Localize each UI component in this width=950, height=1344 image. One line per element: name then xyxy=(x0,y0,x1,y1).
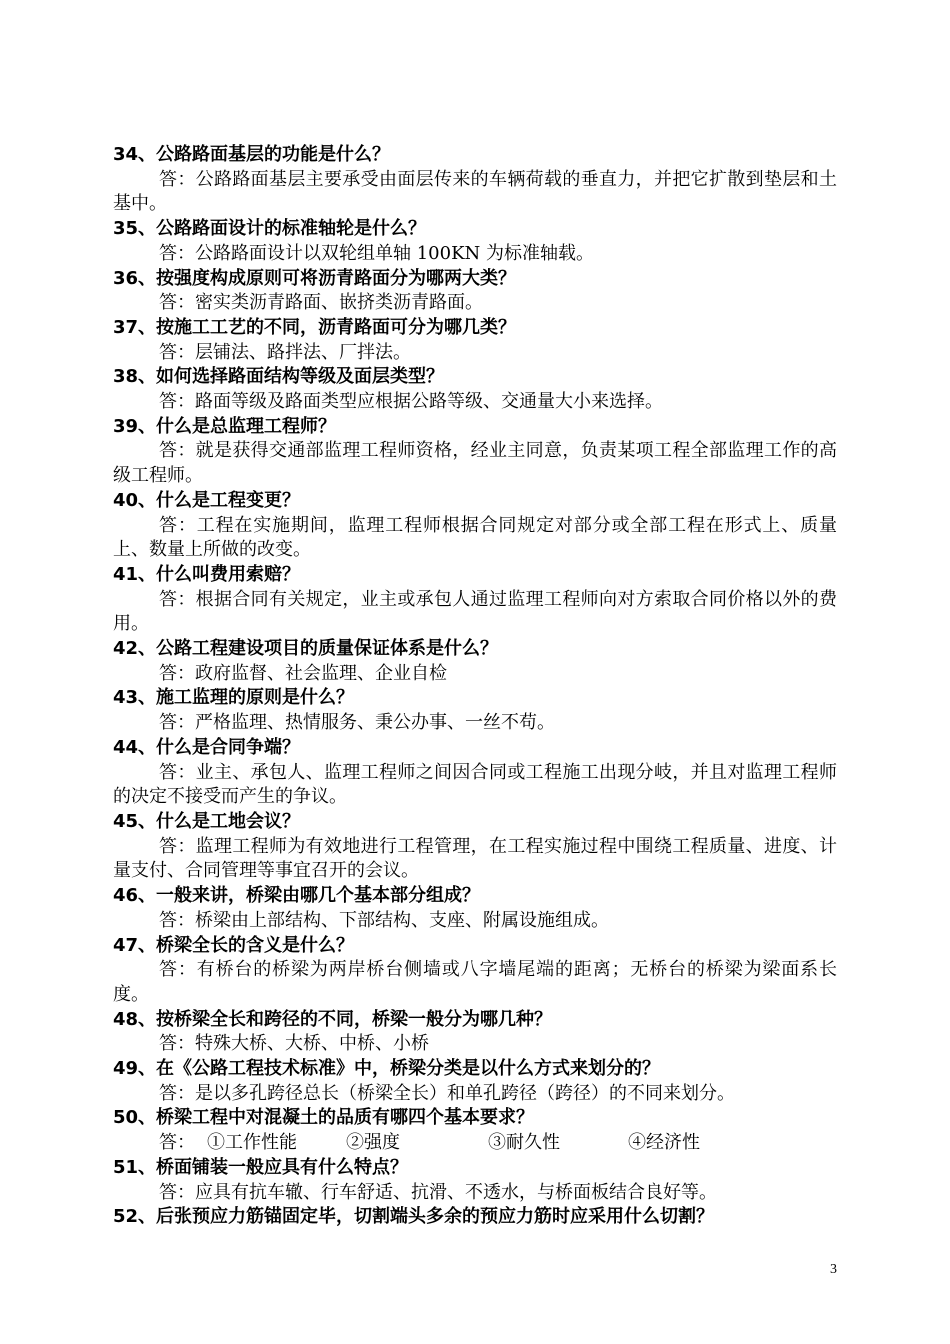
qa-item-47 xyxy=(113,934,837,1008)
page-number: 3 xyxy=(830,1262,837,1277)
answer: 答：有桥台的桥梁为两岸桥台侧墙或八字墙尾端的距离；无桥台的桥梁为梁面系长度。 xyxy=(113,959,837,1005)
option-3: ③耐久性 xyxy=(488,1132,560,1154)
question: 36、按强度构成原则可将沥青路面分为哪两大类？ xyxy=(113,267,517,289)
answer-prefix: 答： xyxy=(159,1132,195,1154)
question: 52、后张预应力筋锚固定毕，切割端头多余的预应力筋时应采用什么切割？ xyxy=(113,1206,715,1228)
answer: 答：特殊大桥、大桥、中桥、小桥 xyxy=(159,1033,429,1055)
question: 43、施工监理的原则是什么？ xyxy=(113,687,355,709)
answer: 答：层铺法、路拌法、厂拌法。 xyxy=(159,341,411,363)
question: 41、什么叫费用索赔？ xyxy=(113,563,301,585)
qa-item-43 xyxy=(113,686,837,735)
question: 40、什么是工程变更？ xyxy=(113,489,301,511)
question: 39、什么是总监理工程师？ xyxy=(113,415,337,437)
option-2: ②强度 xyxy=(346,1132,400,1154)
qa-item-34 xyxy=(113,143,837,217)
question: 51、桥面铺装一般应具有什么特点？ xyxy=(113,1156,409,1178)
qa-item-40 xyxy=(113,489,837,563)
qa-content xyxy=(113,143,837,1230)
qa-item-48 xyxy=(113,1008,837,1057)
answer: 答：根据合同有关规定，业主或承包人通过监理工程师向对方索取合同价格以外的费用。 xyxy=(113,588,837,635)
answer: 答：就是获得交通部监理工程师资格，经业主同意，负责某项工程全部监理工作的高级工程师。 xyxy=(113,440,837,487)
qa-item-49 xyxy=(113,1057,837,1106)
answer: 答：政府监督、社会监理、企业自检 xyxy=(159,662,447,684)
answer: 答：公路路面基层主要承受由面层传来的车辆荷载的垂直力，并把它扩散到垫层和土基中。 xyxy=(113,168,837,215)
qa-item-45 xyxy=(113,810,837,884)
qa-item-36 xyxy=(113,267,837,316)
question: 44、什么是合同争端？ xyxy=(113,736,301,758)
question: 46、一般来讲，桥梁由哪几个基本部分组成？ xyxy=(113,885,481,907)
qa-item-38 xyxy=(113,365,837,414)
qa-item-46 xyxy=(113,884,837,933)
question: 49、在《公路工程技术标准》中，桥梁分类是以什么方式来划分的？ xyxy=(113,1058,661,1080)
option-1: ①工作性能 xyxy=(207,1132,297,1154)
answer: 答：桥梁由上部结构、下部结构、支座、附属设施组成。 xyxy=(159,909,609,931)
question: 38、如何选择路面结构等级及面层类型？ xyxy=(113,366,445,388)
qa-item-44 xyxy=(113,736,837,810)
option-4: ④经济性 xyxy=(628,1132,700,1154)
qa-item-42 xyxy=(113,637,837,686)
question: 45、什么是工地会议？ xyxy=(113,810,301,832)
question: 34、公路路面基层的功能是什么？ xyxy=(113,144,391,165)
question: 48、按桥梁全长和跨径的不同，桥梁一般分为哪几种？ xyxy=(113,1008,553,1030)
question: 42、公路工程建设项目的质量保证体系是什么？ xyxy=(113,638,499,660)
qa-item-39 xyxy=(113,415,837,489)
qa-item-35 xyxy=(113,217,837,266)
answer: 答：公路路面设计以双轮组单轴 100KN 为标准轴载。 xyxy=(159,242,594,264)
question: 37、按施工工艺的不同，沥青路面可分为哪几类？ xyxy=(113,316,517,338)
qa-item-37 xyxy=(113,316,837,365)
qa-item-50 xyxy=(113,1106,837,1155)
answer: 答：工程在实施期间，监理工程师根据合同规定对部分或全部工程在形式上、质量上、数量上所做的改变。 xyxy=(113,514,837,561)
qa-item-41 xyxy=(113,563,837,637)
answer: 答：密实类沥青路面、嵌挤类沥青路面。 xyxy=(159,292,483,314)
question: 35、公路路面设计的标准轴轮是什么？ xyxy=(113,218,427,240)
answer: 答：应具有抗车辙、行车舒适、抗滑、不透水，与桥面板结合良好等。 xyxy=(159,1181,717,1203)
answer: 答：监理工程师为有效地进行工程管理，在工程实施过程中围绕工程质量、进度、计量支付、合同管理等事宜召开的会议。 xyxy=(113,835,837,882)
answer-options xyxy=(113,1131,837,1156)
answer: 答：路面等级及路面类型应根据公路等级、交通量大小来选择。 xyxy=(159,391,663,413)
qa-item-52 xyxy=(113,1205,837,1230)
qa-item-51 xyxy=(113,1156,837,1205)
question: 47、桥梁全长的含义是什么？ xyxy=(113,934,355,956)
question: 50、桥梁工程中对混凝土的品质有哪四个基本要求？ xyxy=(113,1107,535,1129)
answer: 答：是以多孔跨径总长（桥梁全长）和单孔跨径（跨径）的不同来划分。 xyxy=(159,1082,735,1104)
answer: 答：业主、承包人、监理工程师之间因合同或工程施工出现分岐，并且对监理工程师的决定不接受而产生的争议。 xyxy=(113,761,837,808)
answer: 答：严格监理、热情服务、秉公办事、一丝不苟。 xyxy=(159,712,555,734)
